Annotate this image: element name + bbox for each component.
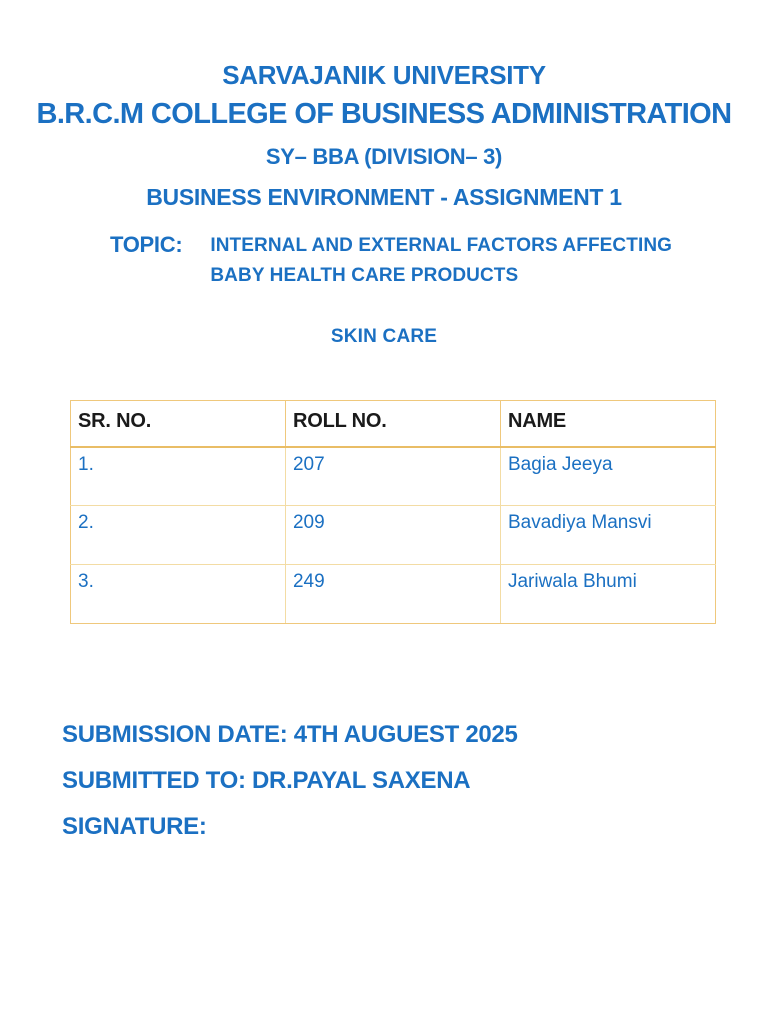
topic-label: TOPIC: bbox=[110, 232, 183, 257]
topic-line-2: BABY HEALTH CARE PRODUCTS bbox=[210, 264, 519, 286]
column-header-roll-no: ROLL NO. bbox=[285, 401, 500, 447]
column-header-name: NAME bbox=[500, 401, 715, 447]
university-title: SARVAJANIK UNIVERSITY bbox=[222, 60, 546, 90]
cell-sr-no: 2. bbox=[71, 506, 286, 565]
cell-roll-no: 249 bbox=[285, 565, 500, 624]
cell-name: Bavadiya Mansvi bbox=[500, 506, 715, 565]
table-header-row bbox=[71, 401, 716, 447]
submission-date-line: SUBMISSION DATE: 4TH AUGUEST 2025 bbox=[62, 721, 518, 748]
topic-section bbox=[110, 231, 728, 290]
cell-sr-no: 3. bbox=[71, 565, 286, 624]
cell-sr-no: 1. bbox=[71, 447, 286, 506]
college-title: B.R.C.M COLLEGE OF BUSINESS ADMINISTRATION bbox=[36, 98, 732, 130]
cell-name: Jariwala Bhumi bbox=[500, 565, 715, 624]
topic-line-1: INTERNAL AND EXTERNAL FACTORS AFFECTING bbox=[210, 235, 673, 256]
table-row bbox=[71, 565, 716, 624]
table-row bbox=[71, 506, 716, 565]
signature-line: SIGNATURE: bbox=[62, 813, 207, 840]
members-table bbox=[70, 400, 716, 624]
assignment-title: BUSINESS ENVIRONMENT - ASSIGNMENT 1 bbox=[146, 184, 622, 210]
subtopic-title: SKIN CARE bbox=[330, 326, 438, 347]
table-row bbox=[71, 447, 716, 506]
cell-roll-no: 209 bbox=[285, 506, 500, 565]
submitted-to-line: SUBMITTED TO: DR.PAYAL SAXENA bbox=[62, 767, 471, 794]
cell-roll-no: 207 bbox=[285, 447, 500, 506]
division-line: SY– BBA (DIVISION– 3) bbox=[265, 144, 503, 169]
column-header-sr-no: SR. NO. bbox=[71, 401, 286, 447]
topic-text bbox=[210, 231, 672, 290]
cell-name: Bagia Jeeya bbox=[500, 447, 715, 506]
